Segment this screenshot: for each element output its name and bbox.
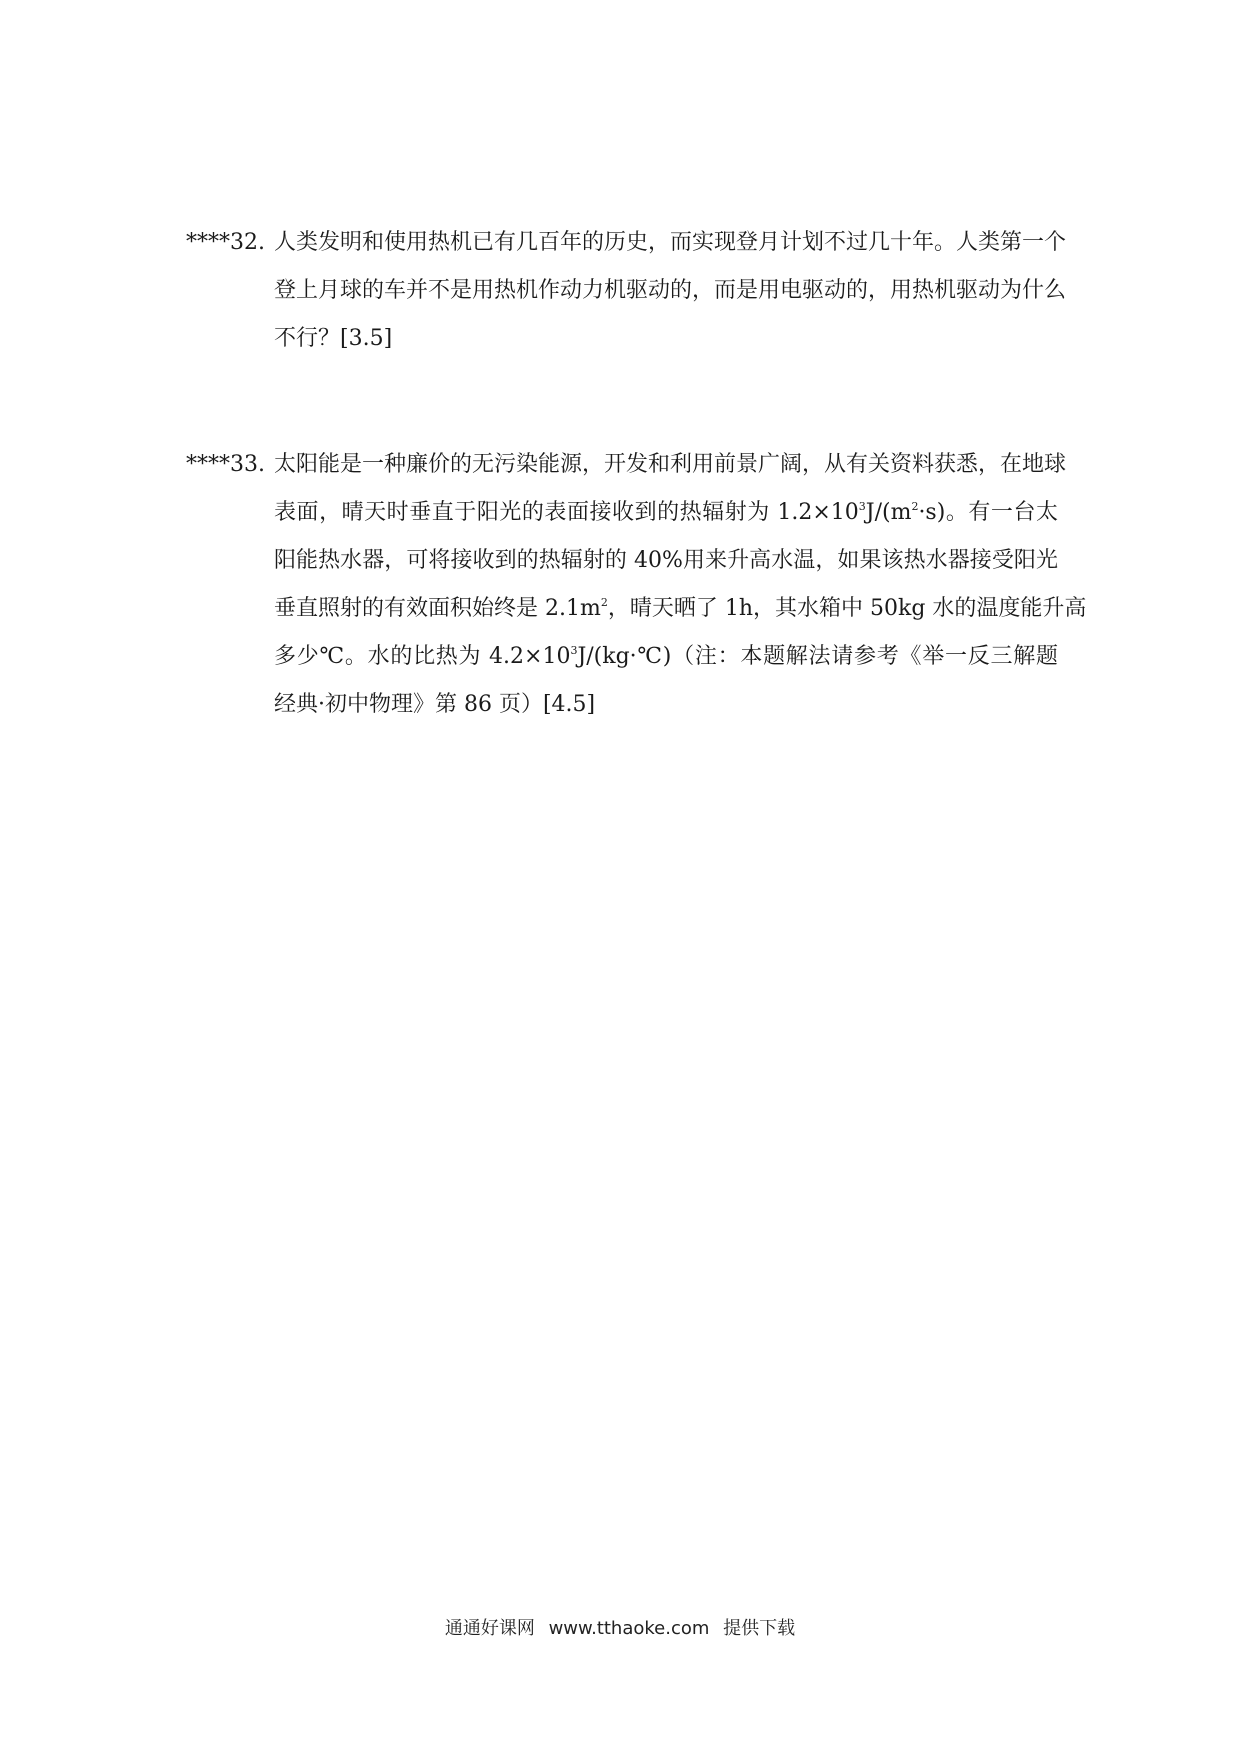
text-segment: 垂直照射的有效面积始终是 2.1m <box>274 596 601 621</box>
question-text-line: 阳能热水器，可将接收到的热辐射的 40%用来升高水温，如果该热水器接受阳光 <box>274 548 1058 573</box>
question-number: ****33. <box>186 452 265 477</box>
text-segment: 多少℃。水的比热为 4.2×10 <box>274 644 571 669</box>
text-segment: J/(kg·℃)（注：本题解法请参考《举一反三解题 <box>577 644 1058 669</box>
question-text-line <box>274 642 1058 672</box>
superscript: 3 <box>570 644 578 657</box>
question-text-line: 不行？[3.5] <box>274 326 393 351</box>
text-segment: 表面，晴天时垂直于阳光的表面接收到的热辐射为 1.2×10 <box>274 500 859 525</box>
question-text-line: 登上月球的车并不是用热机作动力机驱动的，而是用电驱动的，用热机驱动为什么 <box>274 278 1067 303</box>
question-text-line: 太阳能是一种廉价的无污染能源，开发和利用前景广阔，从有关资料获悉，在地球 <box>274 452 1067 477</box>
question-text-line: 经典·初中物理》第 86 页）[4.5] <box>274 692 596 717</box>
superscript: 2 <box>600 596 608 609</box>
question-text-line <box>274 498 1058 528</box>
page-footer <box>0 1617 1240 1641</box>
text-segment: J/(m <box>865 500 912 525</box>
question-number: ****32. <box>186 230 265 255</box>
question-text-line <box>274 594 1087 624</box>
text-segment: ，晴天晒了 1h，其水箱中 50kg 水的温度能升高 <box>607 596 1087 621</box>
question-text-line: 人类发明和使用热机已有几百年的历史，而实现登月计划不过几十年。人类第一个 <box>274 230 1067 255</box>
footer-url-link[interactable]: www.tthaoke.com <box>548 1618 710 1639</box>
superscript: 3 <box>858 500 866 513</box>
text-segment: ·s)。有一台太 <box>918 500 1058 525</box>
footer-site-name: 通通好课网 <box>444 1618 535 1639</box>
superscript: 2 <box>911 500 919 513</box>
footer-suffix: 提供下载 <box>723 1618 796 1639</box>
